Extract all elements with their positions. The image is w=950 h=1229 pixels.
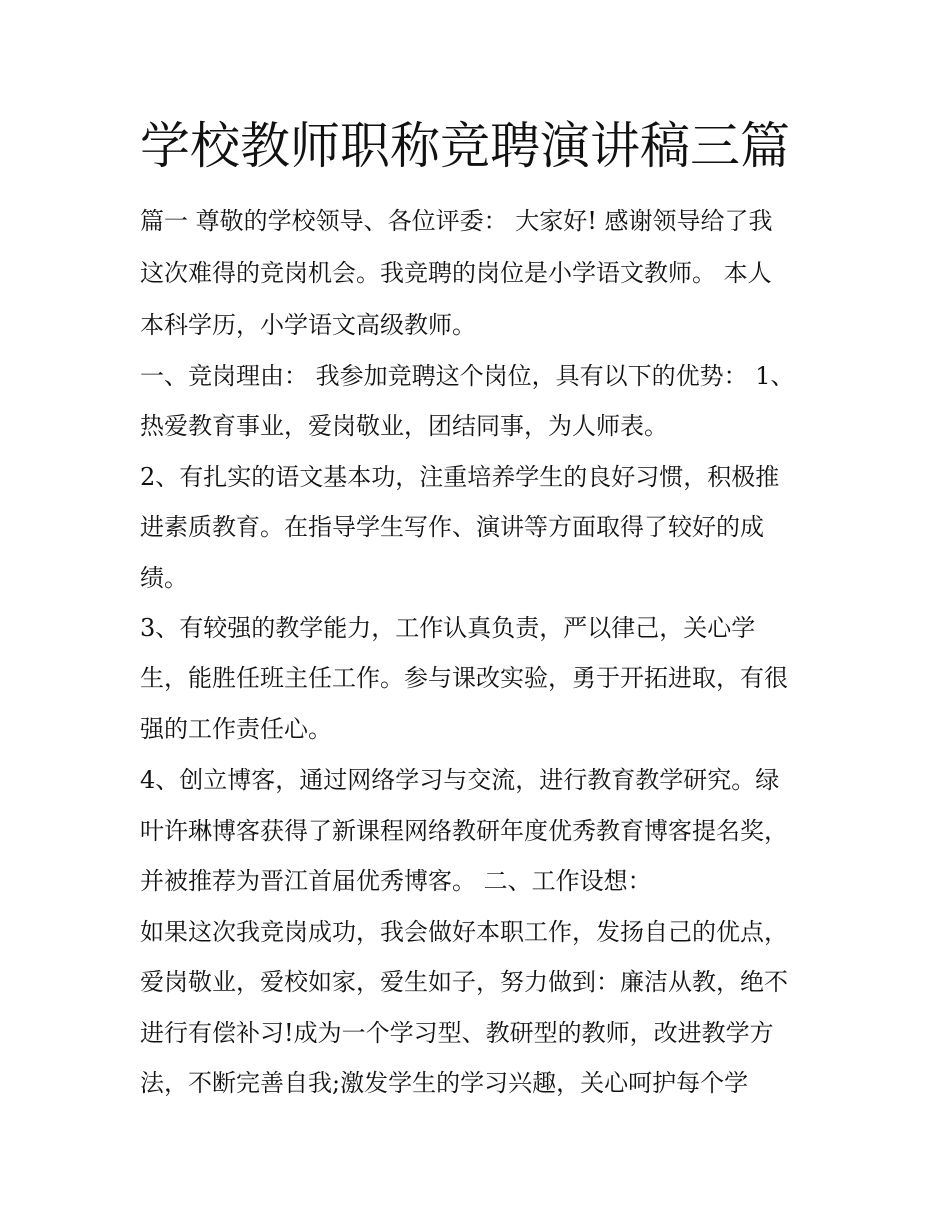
body-line: 叶许琳博客获得了新课程网络教研年度优秀教育博客提名奖，	[140, 817, 788, 845]
body-line: 热爱教育事业，爱岗敬业，团结同事，为人师表。	[140, 412, 668, 440]
body-line: 生，能胜任班主任工作。参与课改实验，勇于开拓进取，有很	[140, 664, 788, 692]
body-line: 2、有扎实的语文基本功，注重培养学生的良好习惯，积极推	[140, 463, 780, 491]
body-line: 3、有较强的教学能力，工作认真负责，严以律己，关心学	[140, 614, 756, 642]
body-line: 法，不断完善自我;激发学生的学习兴趣，关心呵护每个学	[140, 1069, 749, 1097]
body-line: 绩。	[140, 564, 188, 592]
body-line: 进行有偿补习!成为一个学习型、教研型的教师，改进教学方	[140, 1019, 774, 1047]
body-line: 强的工作责任心。	[140, 715, 332, 743]
body-line: 这次难得的竞岗机会。我竞聘的岗位是小学语文教师。 本人	[140, 259, 772, 287]
body-line: 一、竞岗理由： 我参加竞聘这个岗位，具有以下的优势： 1、	[140, 362, 795, 390]
document-title: 学校教师职称竞聘演讲稿三篇	[140, 117, 790, 175]
body-line: 本科学历，小学语文高级教师。	[140, 311, 476, 339]
body-line: 如果这次我竞岗成功，我会做好本职工作，发扬自己的优点，	[140, 918, 788, 946]
body-line: 并被推荐为晋江首届优秀博客。 二、工作设想：	[140, 867, 652, 895]
body-line: 进素质教育。在指导学生写作、演讲等方面取得了较好的成	[140, 513, 764, 541]
body-line: 篇一 尊敬的学校领导、各位评委： 大家好! 感谢领导给了我	[140, 207, 773, 235]
body-line: 4、创立博客，通过网络学习与交流，进行教育教学研究。绿	[140, 766, 780, 794]
body-line: 爱岗敬业，爱校如家，爱生如子，努力做到：廉洁从教，绝不	[140, 968, 788, 996]
